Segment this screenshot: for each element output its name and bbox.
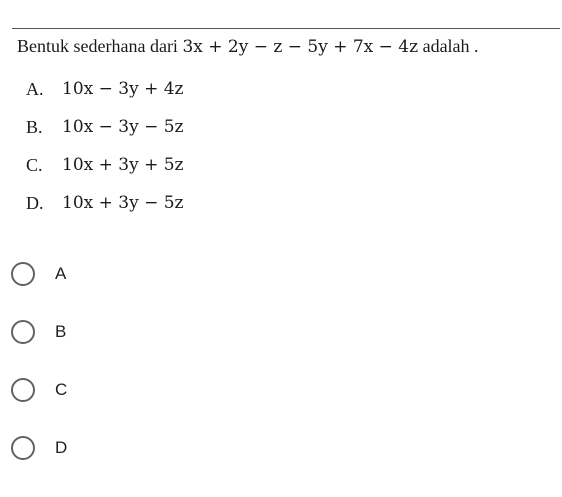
answer-choice-c[interactable]: [9, 361, 209, 419]
radio-button-c[interactable]: [11, 378, 35, 402]
option-letter: A.: [26, 78, 44, 99]
question-stem: [12, 33, 560, 60]
option-letter: B.: [26, 116, 43, 137]
option-expression: 10x + 3y + 5z: [62, 155, 184, 175]
answer-radio-group: [9, 245, 209, 477]
question-expression: 3x + 2y − z − 5y + 7x − 4z: [182, 37, 419, 57]
question-stem-text: Bentuk sederhana dari: [17, 36, 178, 56]
option-letter: D.: [26, 192, 44, 213]
option-letter: C.: [26, 154, 43, 175]
answer-label[interactable]: B: [55, 322, 67, 341]
option-list: [26, 70, 184, 222]
answer-choice-a[interactable]: [9, 245, 209, 303]
question-block: [12, 28, 560, 60]
option-expression: 10x − 3y + 4z: [62, 79, 184, 99]
answer-choice-b[interactable]: [9, 303, 209, 361]
answer-label[interactable]: D: [55, 438, 68, 457]
option-expression: 10x − 3y − 5z: [62, 117, 184, 137]
option-b: [26, 108, 184, 146]
question-stem-suffix: adalah .: [422, 36, 479, 56]
option-a: [26, 70, 184, 108]
answer-choice-d[interactable]: [9, 419, 209, 477]
answer-label[interactable]: A: [55, 264, 67, 283]
answer-label[interactable]: C: [55, 380, 68, 399]
question-divider: [12, 28, 560, 29]
option-c: [26, 146, 184, 184]
radio-button-b[interactable]: [11, 320, 35, 344]
radio-button-d[interactable]: [11, 436, 35, 460]
radio-button-a[interactable]: [11, 262, 35, 286]
option-d: [26, 184, 184, 222]
option-expression: 10x + 3y − 5z: [62, 193, 184, 213]
